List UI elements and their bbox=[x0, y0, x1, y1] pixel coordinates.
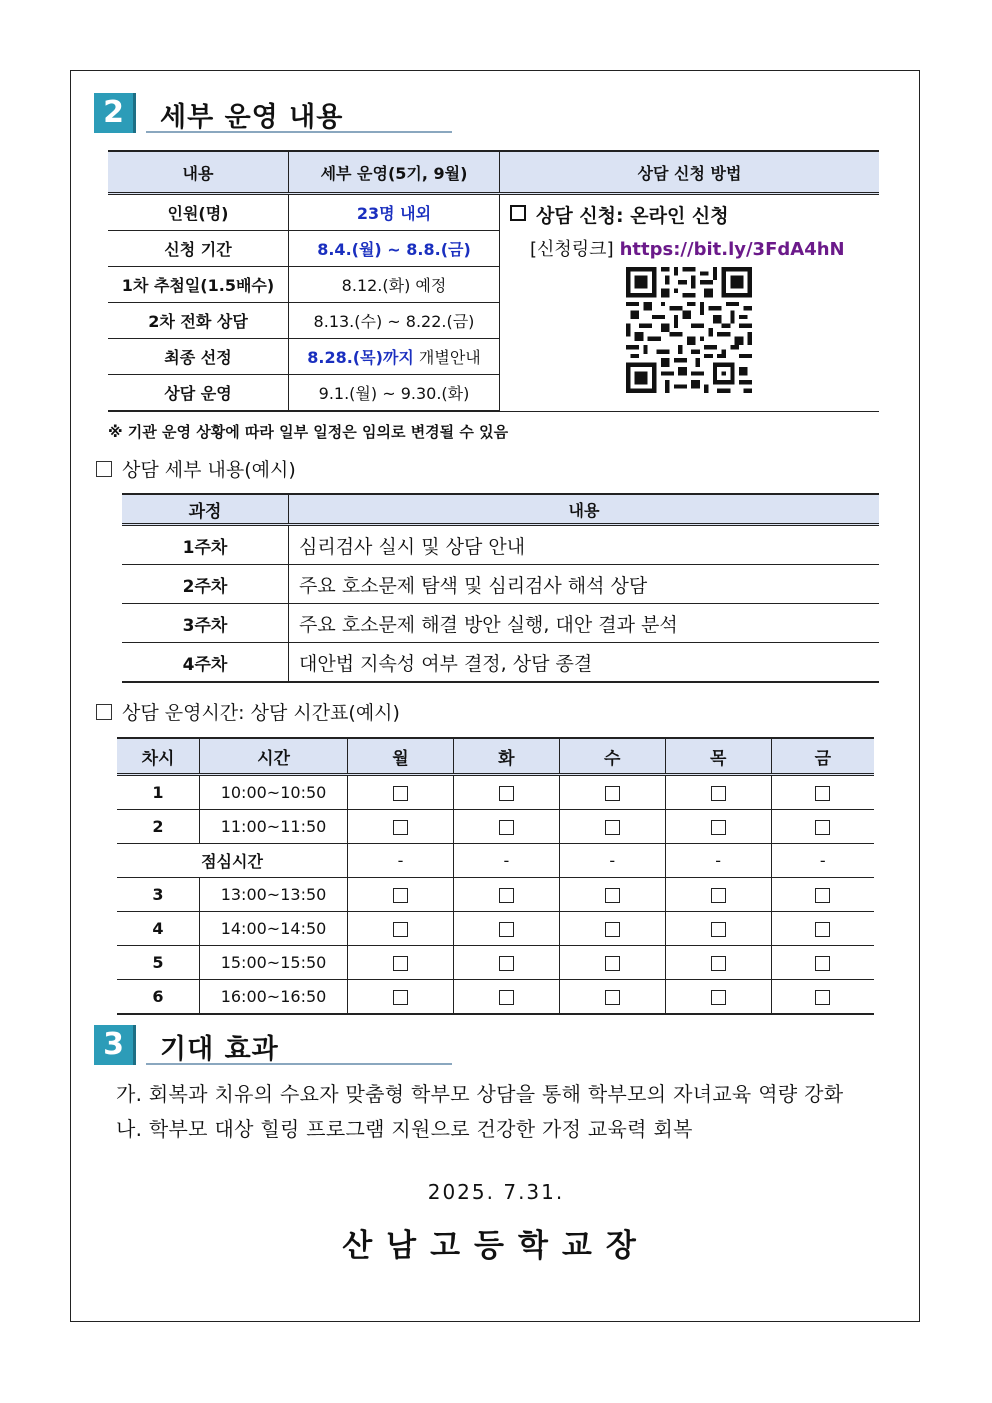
week-content: 주요 호소문제 탐색 및 심리검사 해석 상담 bbox=[289, 565, 880, 604]
apply-heading-text: 상담 신청: 온라인 신청 bbox=[536, 205, 729, 227]
session-number: 4 bbox=[117, 912, 200, 946]
lunch-dash: - bbox=[453, 844, 559, 878]
detail-table bbox=[122, 493, 879, 683]
signer-name: 산남고등학교장 bbox=[342, 1228, 650, 1264]
schedule-heading bbox=[96, 698, 400, 725]
effect-item: 가. 회복과 치유의 수요자 맞춤형 학부모 상담을 통해 학부모의 자녀교육 역량 강화 bbox=[116, 1082, 844, 1106]
week-label: 1주차 bbox=[122, 525, 289, 565]
checkbox-bullet-icon bbox=[96, 461, 112, 477]
section-title: 세부 운영 내용 bbox=[160, 102, 344, 133]
lunch-dash: - bbox=[665, 844, 771, 878]
table-row bbox=[122, 604, 879, 643]
lunch-dash: - bbox=[771, 844, 874, 878]
slot-checkbox[interactable] bbox=[499, 786, 514, 801]
apply-heading bbox=[510, 201, 729, 228]
header-fri: 금 bbox=[771, 738, 874, 775]
row-label: 최종 선정 bbox=[108, 339, 289, 375]
slot-checkbox[interactable] bbox=[711, 888, 726, 903]
effect-item: 나. 학부모 대상 힐링 프로그램 지원으로 건강한 가정 교육력 회복 bbox=[116, 1117, 693, 1141]
session-time: 13:00~13:50 bbox=[200, 878, 348, 912]
lunch-dash: - bbox=[348, 844, 454, 878]
slot-checkbox[interactable] bbox=[393, 956, 408, 971]
apply-link-line bbox=[530, 235, 845, 261]
week-label: 3주차 bbox=[122, 604, 289, 643]
schedule-heading-text: 상담 운영시간: 상담 시간표(예시) bbox=[122, 702, 400, 724]
slot-checkbox[interactable] bbox=[815, 888, 830, 903]
session-number: 5 bbox=[117, 946, 200, 980]
session-time: 11:00~11:50 bbox=[200, 810, 348, 844]
slot-checkbox[interactable] bbox=[815, 820, 830, 835]
row-label: 상담 운영 bbox=[108, 375, 289, 412]
lunch-dash: - bbox=[559, 844, 665, 878]
header-apply: 상담 신청 방법 bbox=[500, 151, 880, 194]
header-mon: 월 bbox=[348, 738, 454, 775]
table-row bbox=[122, 525, 879, 565]
header-content: 내용 bbox=[289, 494, 880, 525]
schedule-note: ※ 기관 운영 상황에 따라 일부 일정은 임의로 변경될 수 있음 bbox=[108, 423, 509, 441]
header-tue: 화 bbox=[453, 738, 559, 775]
slot-checkbox[interactable] bbox=[815, 956, 830, 971]
slot-checkbox[interactable] bbox=[393, 820, 408, 835]
table-row bbox=[122, 643, 879, 683]
slot-checkbox[interactable] bbox=[711, 786, 726, 801]
slot-checkbox[interactable] bbox=[711, 990, 726, 1005]
section-number: 2 bbox=[94, 93, 136, 133]
session-number: 3 bbox=[117, 878, 200, 912]
qr-code-icon[interactable] bbox=[626, 267, 752, 393]
slot-checkbox[interactable] bbox=[499, 820, 514, 835]
table-row-lunch bbox=[117, 844, 874, 878]
session-number: 1 bbox=[117, 775, 200, 810]
row-value: 8.4.(월) ~ 8.8.(금) bbox=[289, 231, 500, 267]
slot-checkbox[interactable] bbox=[605, 922, 620, 937]
row-label: 인원(명) bbox=[108, 194, 289, 231]
apply-link[interactable]: https://bit.ly/3FdA4hN bbox=[619, 239, 845, 260]
slot-checkbox[interactable] bbox=[605, 990, 620, 1005]
slot-checkbox[interactable] bbox=[499, 990, 514, 1005]
document-date: 2025. 7.31. bbox=[427, 1180, 565, 1204]
header-session: 차시 bbox=[117, 738, 200, 775]
row-value: 8.12.(화) 예정 bbox=[289, 267, 500, 303]
header-thu: 목 bbox=[665, 738, 771, 775]
slot-checkbox[interactable] bbox=[605, 956, 620, 971]
table-row bbox=[117, 810, 874, 844]
session-time: 10:00~10:50 bbox=[200, 775, 348, 810]
table-row bbox=[108, 194, 879, 231]
slot-checkbox[interactable] bbox=[711, 922, 726, 937]
operation-table bbox=[108, 150, 879, 412]
detail-heading-text: 상담 세부 내용(예시) bbox=[122, 459, 296, 481]
table-row bbox=[117, 878, 874, 912]
row-label: 신청 기간 bbox=[108, 231, 289, 267]
detail-heading bbox=[96, 455, 296, 482]
row-label: 1차 추첨일(1.5배수) bbox=[108, 267, 289, 303]
week-content: 대안법 지속성 여부 결정, 상담 종결 bbox=[289, 643, 880, 683]
session-time: 16:00~16:50 bbox=[200, 980, 348, 1015]
table-row bbox=[117, 980, 874, 1015]
slot-checkbox[interactable] bbox=[393, 888, 408, 903]
slot-checkbox[interactable] bbox=[605, 820, 620, 835]
session-number: 6 bbox=[117, 980, 200, 1015]
header-time: 시간 bbox=[200, 738, 348, 775]
row-value-extra: 개별안내 bbox=[418, 348, 481, 367]
section-title: 기대 효과 bbox=[160, 1034, 279, 1065]
slot-checkbox[interactable] bbox=[393, 922, 408, 937]
slot-checkbox[interactable] bbox=[711, 820, 726, 835]
table-row bbox=[117, 912, 874, 946]
lunch-label: 점심시간 bbox=[117, 844, 348, 878]
slot-checkbox[interactable] bbox=[605, 888, 620, 903]
row-label: 2차 전화 상담 bbox=[108, 303, 289, 339]
session-time: 14:00~14:50 bbox=[200, 912, 348, 946]
square-bullet-icon bbox=[510, 205, 526, 221]
schedule-table bbox=[117, 737, 874, 1015]
slot-checkbox[interactable] bbox=[393, 990, 408, 1005]
header-course: 과정 bbox=[122, 494, 289, 525]
slot-checkbox[interactable] bbox=[499, 922, 514, 937]
row-value: 9.1.(월) ~ 9.30.(화) bbox=[289, 375, 500, 412]
table-row bbox=[122, 565, 879, 604]
table-row bbox=[117, 775, 874, 810]
checkbox-bullet-icon bbox=[96, 704, 112, 720]
slot-checkbox[interactable] bbox=[499, 888, 514, 903]
table-row bbox=[117, 946, 874, 980]
slot-checkbox[interactable] bbox=[815, 990, 830, 1005]
slot-checkbox[interactable] bbox=[815, 922, 830, 937]
row-value bbox=[289, 339, 500, 375]
slot-checkbox[interactable] bbox=[605, 786, 620, 801]
header-wed: 수 bbox=[559, 738, 665, 775]
slot-checkbox[interactable] bbox=[393, 786, 408, 801]
session-number: 2 bbox=[117, 810, 200, 844]
header-content: 내용 bbox=[108, 151, 289, 194]
row-value: 8.13.(수) ~ 8.22.(금) bbox=[289, 303, 500, 339]
slot-checkbox[interactable] bbox=[711, 956, 726, 971]
session-time: 15:00~15:50 bbox=[200, 946, 348, 980]
week-content: 심리검사 실시 및 상담 안내 bbox=[289, 525, 880, 565]
week-label: 4주차 bbox=[122, 643, 289, 683]
row-value-highlight: 8.28.(목)까지 bbox=[307, 348, 414, 367]
header-detail: 세부 운영(5기, 9월) bbox=[289, 151, 500, 194]
slot-checkbox[interactable] bbox=[815, 786, 830, 801]
week-content: 주요 호소문제 해결 방안 실행, 대안 결과 분석 bbox=[289, 604, 880, 643]
link-label: [신청링크] bbox=[530, 239, 614, 260]
row-value: 23명 내외 bbox=[289, 194, 500, 231]
apply-cell bbox=[500, 194, 880, 412]
week-label: 2주차 bbox=[122, 565, 289, 604]
slot-checkbox[interactable] bbox=[499, 956, 514, 971]
section-number: 3 bbox=[94, 1025, 136, 1065]
